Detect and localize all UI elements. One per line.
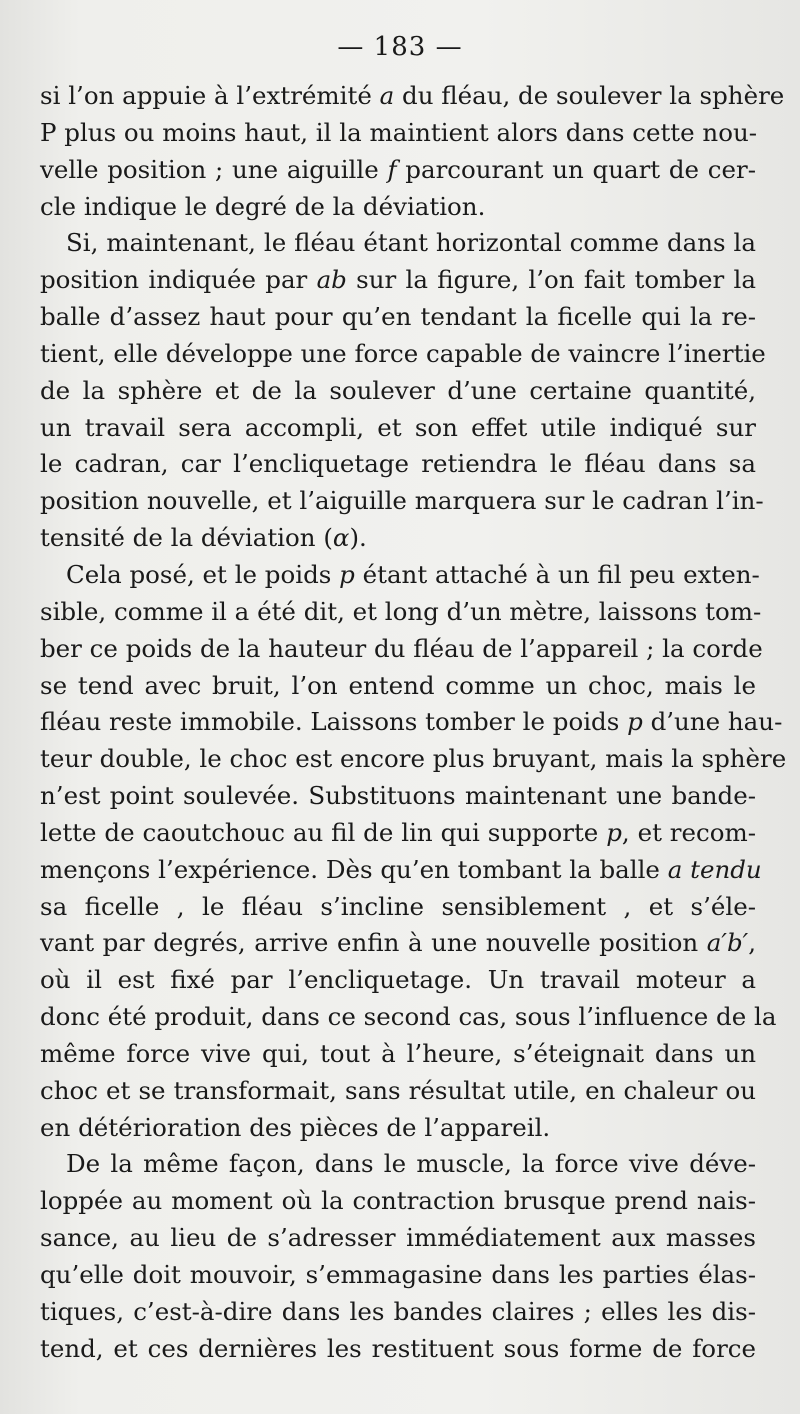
text-line: se tend avec bruit, l’on entend comme un choc, mais le [40, 670, 756, 700]
text-line: ber ce poids de la hauteur du fléau de l’appareil ; la corde [40, 633, 763, 663]
text-line: où il est fixé par l’encliquetage. Un travail moteur a [40, 965, 756, 995]
text-line: n’est point soulevée. Substituons maintenant une bande- [40, 781, 756, 811]
text-line: teur double, le choc est encore plus bruyant, mais la sphère [40, 744, 787, 774]
text-line: position nouvelle, et l’aiguille marquera sur le cadran l’in- [40, 486, 764, 516]
text-line: mençons l’expérience. Dès qu’en tombant la balle a tendu [40, 854, 762, 884]
text-line: choc et se transformait, sans résultat utile, en chaleur ou [40, 1075, 756, 1105]
paragraph [40, 557, 787, 1147]
text-line: vant par degrés, arrive enfin à une nouvelle position a′b′, [40, 928, 756, 958]
text-line: tiques, c’est-à-dire dans les bandes claires ; elles les dis- [40, 1296, 756, 1326]
text-line: fléau reste immobile. Laissons tomber le poids p d’une hau- [40, 707, 783, 737]
paragraph [40, 1146, 756, 1367]
paragraph [40, 225, 766, 557]
text-line: loppée au moment où la contraction brusque prend nais- [40, 1186, 756, 1216]
text-line: le cadran, car l’encliquetage retiendra le fléau dans sa [40, 449, 756, 479]
page-number: — 183 — [337, 32, 463, 62]
text-line: de la sphère et de la soulever d’une certaine quantité, [40, 375, 756, 405]
body-text [40, 78, 787, 1368]
text-line: qu’elle doit mouvoir, s’emmagasine dans les parties élas- [40, 1260, 756, 1289]
text-line: un travail sera accompli, et son effet utile indiqué sur [40, 412, 756, 442]
text-line: donc été produit, dans ce second cas, sous l’influence de la [40, 1002, 777, 1032]
text-line: lette de caoutchouc au fil de lin qui supporte p, et recom- [40, 817, 756, 847]
text-line: P plus ou moins haut, il la maintient alors dans cette nou- [40, 117, 758, 147]
text-line: position indiquée par ab sur la figure, l’on fait tomber la [40, 265, 757, 295]
text-line: sa ficelle , le fléau s’incline sensiblement , et s’éle- [40, 891, 756, 921]
text-line: tient, elle développe une force capable de vaincre l’inertie [40, 338, 766, 368]
text-line: cle indique le degré de la déviation. [40, 191, 486, 221]
text-line: même force vive qui, tout à l’heure, s’éteignait dans un [40, 1038, 756, 1068]
text-line: Si, maintenant, le fléau étant horizontal comme dans la [66, 228, 756, 258]
text-line: balle d’assez haut pour qu’en tendant la ficelle qui la re- [40, 302, 756, 332]
text-line: sible, comme il a été dit, et long d’un mètre, laissons tom- [40, 596, 762, 626]
text-line: en détérioration des pièces de l’appareil. [40, 1112, 551, 1142]
text-line: tensité de la déviation (α). [40, 523, 367, 553]
text-line: sance, au lieu de s’adresser immédiatement aux masses [40, 1223, 756, 1253]
text-line: Cela posé, et le poids p étant attaché à un fil peu exten- [66, 559, 760, 589]
paragraph [40, 78, 785, 225]
text-line: De la même façon, dans le muscle, la force vive déve- [66, 1149, 756, 1179]
text-line: velle position ; une aiguille f parcourant un quart de cer- [40, 154, 756, 184]
text-line: si l’on appuie à l’extrémité a du fléau, de soulever la sphère [40, 81, 785, 110]
text-line: tend, et ces dernières les restituent sous forme de force [40, 1333, 756, 1363]
